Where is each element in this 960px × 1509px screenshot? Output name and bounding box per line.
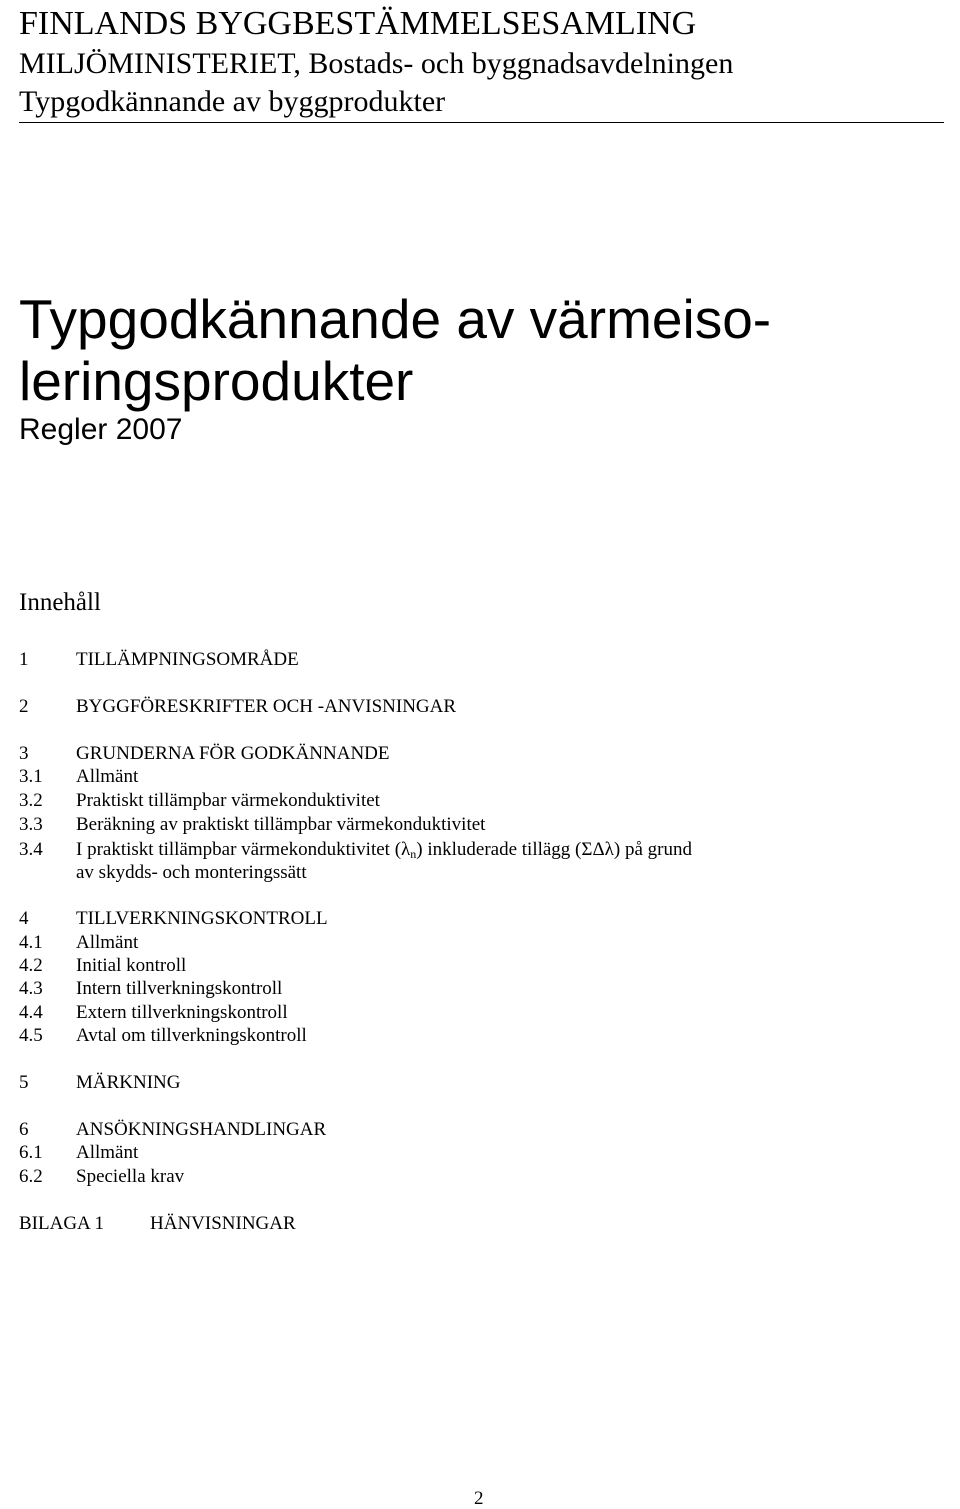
- document-subtitle: Regler 2007: [19, 413, 183, 446]
- toc-entry-number: 2: [19, 696, 29, 717]
- appendix-title: HÄNVISNINGAR: [150, 1213, 296, 1234]
- page-number: 2: [474, 1488, 484, 1509]
- ministry-department: MILJÖMINISTERIET, Bostads- och byggnadsavdelningen: [19, 47, 734, 80]
- toc-entry-title: Initial kontroll: [76, 955, 187, 976]
- toc-entry-number: 3.2: [19, 790, 43, 811]
- toc-entry-number: 5: [19, 1072, 29, 1093]
- toc-entry-title-part-a: I praktiskt tillämpbar värmekonduktivitet (λ: [76, 839, 411, 860]
- toc-entry-title-part-b: ) inkluderade tillägg (ΣΔλ) på grund: [416, 839, 692, 860]
- toc-entry-title: Allmänt: [76, 766, 139, 787]
- toc-entry-title-continuation: av skydds- och monteringssätt: [76, 862, 307, 883]
- toc-entry-number: 6: [19, 1119, 29, 1140]
- toc-entry-title: ANSÖKNINGSHANDLINGAR: [76, 1119, 327, 1140]
- toc-entry-title: TILLÄMPNINGSOMRÅDE: [76, 649, 299, 670]
- toc-entry-number: 3.1: [19, 766, 43, 787]
- toc-entry-number: 4.1: [19, 932, 43, 953]
- toc-entry-number: 3.3: [19, 814, 43, 835]
- appendix-label: BILAGA 1: [19, 1213, 104, 1234]
- toc-entry-title: Allmänt: [76, 932, 139, 953]
- toc-heading: Innehåll: [19, 589, 101, 616]
- toc-entry-number: 6.1: [19, 1142, 43, 1163]
- toc-entry-number: 4: [19, 908, 29, 929]
- toc-entry-title: GRUNDERNA FÖR GODKÄNNANDE: [76, 743, 390, 764]
- toc-entry-title: Extern tillverkningskontroll: [76, 1002, 288, 1023]
- lambda-subscript: n: [410, 847, 417, 861]
- toc-entry-title: Allmänt: [76, 1142, 139, 1163]
- toc-entry-title: Avtal om tillverkningskontroll: [76, 1025, 307, 1046]
- header-divider: [19, 122, 944, 123]
- toc-entry-title: BYGGFÖRESKRIFTER OCH -ANVISNINGAR: [76, 696, 457, 717]
- toc-entry-title: Beräkning av praktiskt tillämpbar värmekonduktivitet: [76, 814, 486, 835]
- toc-entry-number: 4.3: [19, 978, 43, 999]
- toc-entry-number: 3.4: [19, 839, 43, 860]
- toc-entry-number: 4.2: [19, 955, 43, 976]
- toc-entry-number: 1: [19, 649, 29, 670]
- toc-entry-title: TILLVERKNINGSKONTROLL: [76, 908, 328, 929]
- toc-entry-title: Speciella krav: [76, 1166, 185, 1187]
- series-title: Typgodkännande av byggprodukter: [19, 85, 446, 118]
- toc-entry-number: 4.4: [19, 1002, 43, 1023]
- toc-entry-title: MÄRKNING: [76, 1072, 181, 1093]
- toc-entry-title: Intern tillverkningskontroll: [76, 978, 283, 999]
- document-title-line-2: leringsprodukter: [19, 350, 414, 412]
- collection-title: FINLANDS BYGGBESTÄMMELSESAMLING: [19, 5, 697, 42]
- toc-entry-number: 3: [19, 743, 29, 764]
- toc-entry-number: 6.2: [19, 1166, 43, 1187]
- toc-entry-number: 4.5: [19, 1025, 43, 1046]
- toc-entry-title: Praktiskt tillämpbar värmekonduktivitet: [76, 790, 380, 811]
- document-title-line-1: Typgodkännande av värmeiso-: [19, 288, 772, 350]
